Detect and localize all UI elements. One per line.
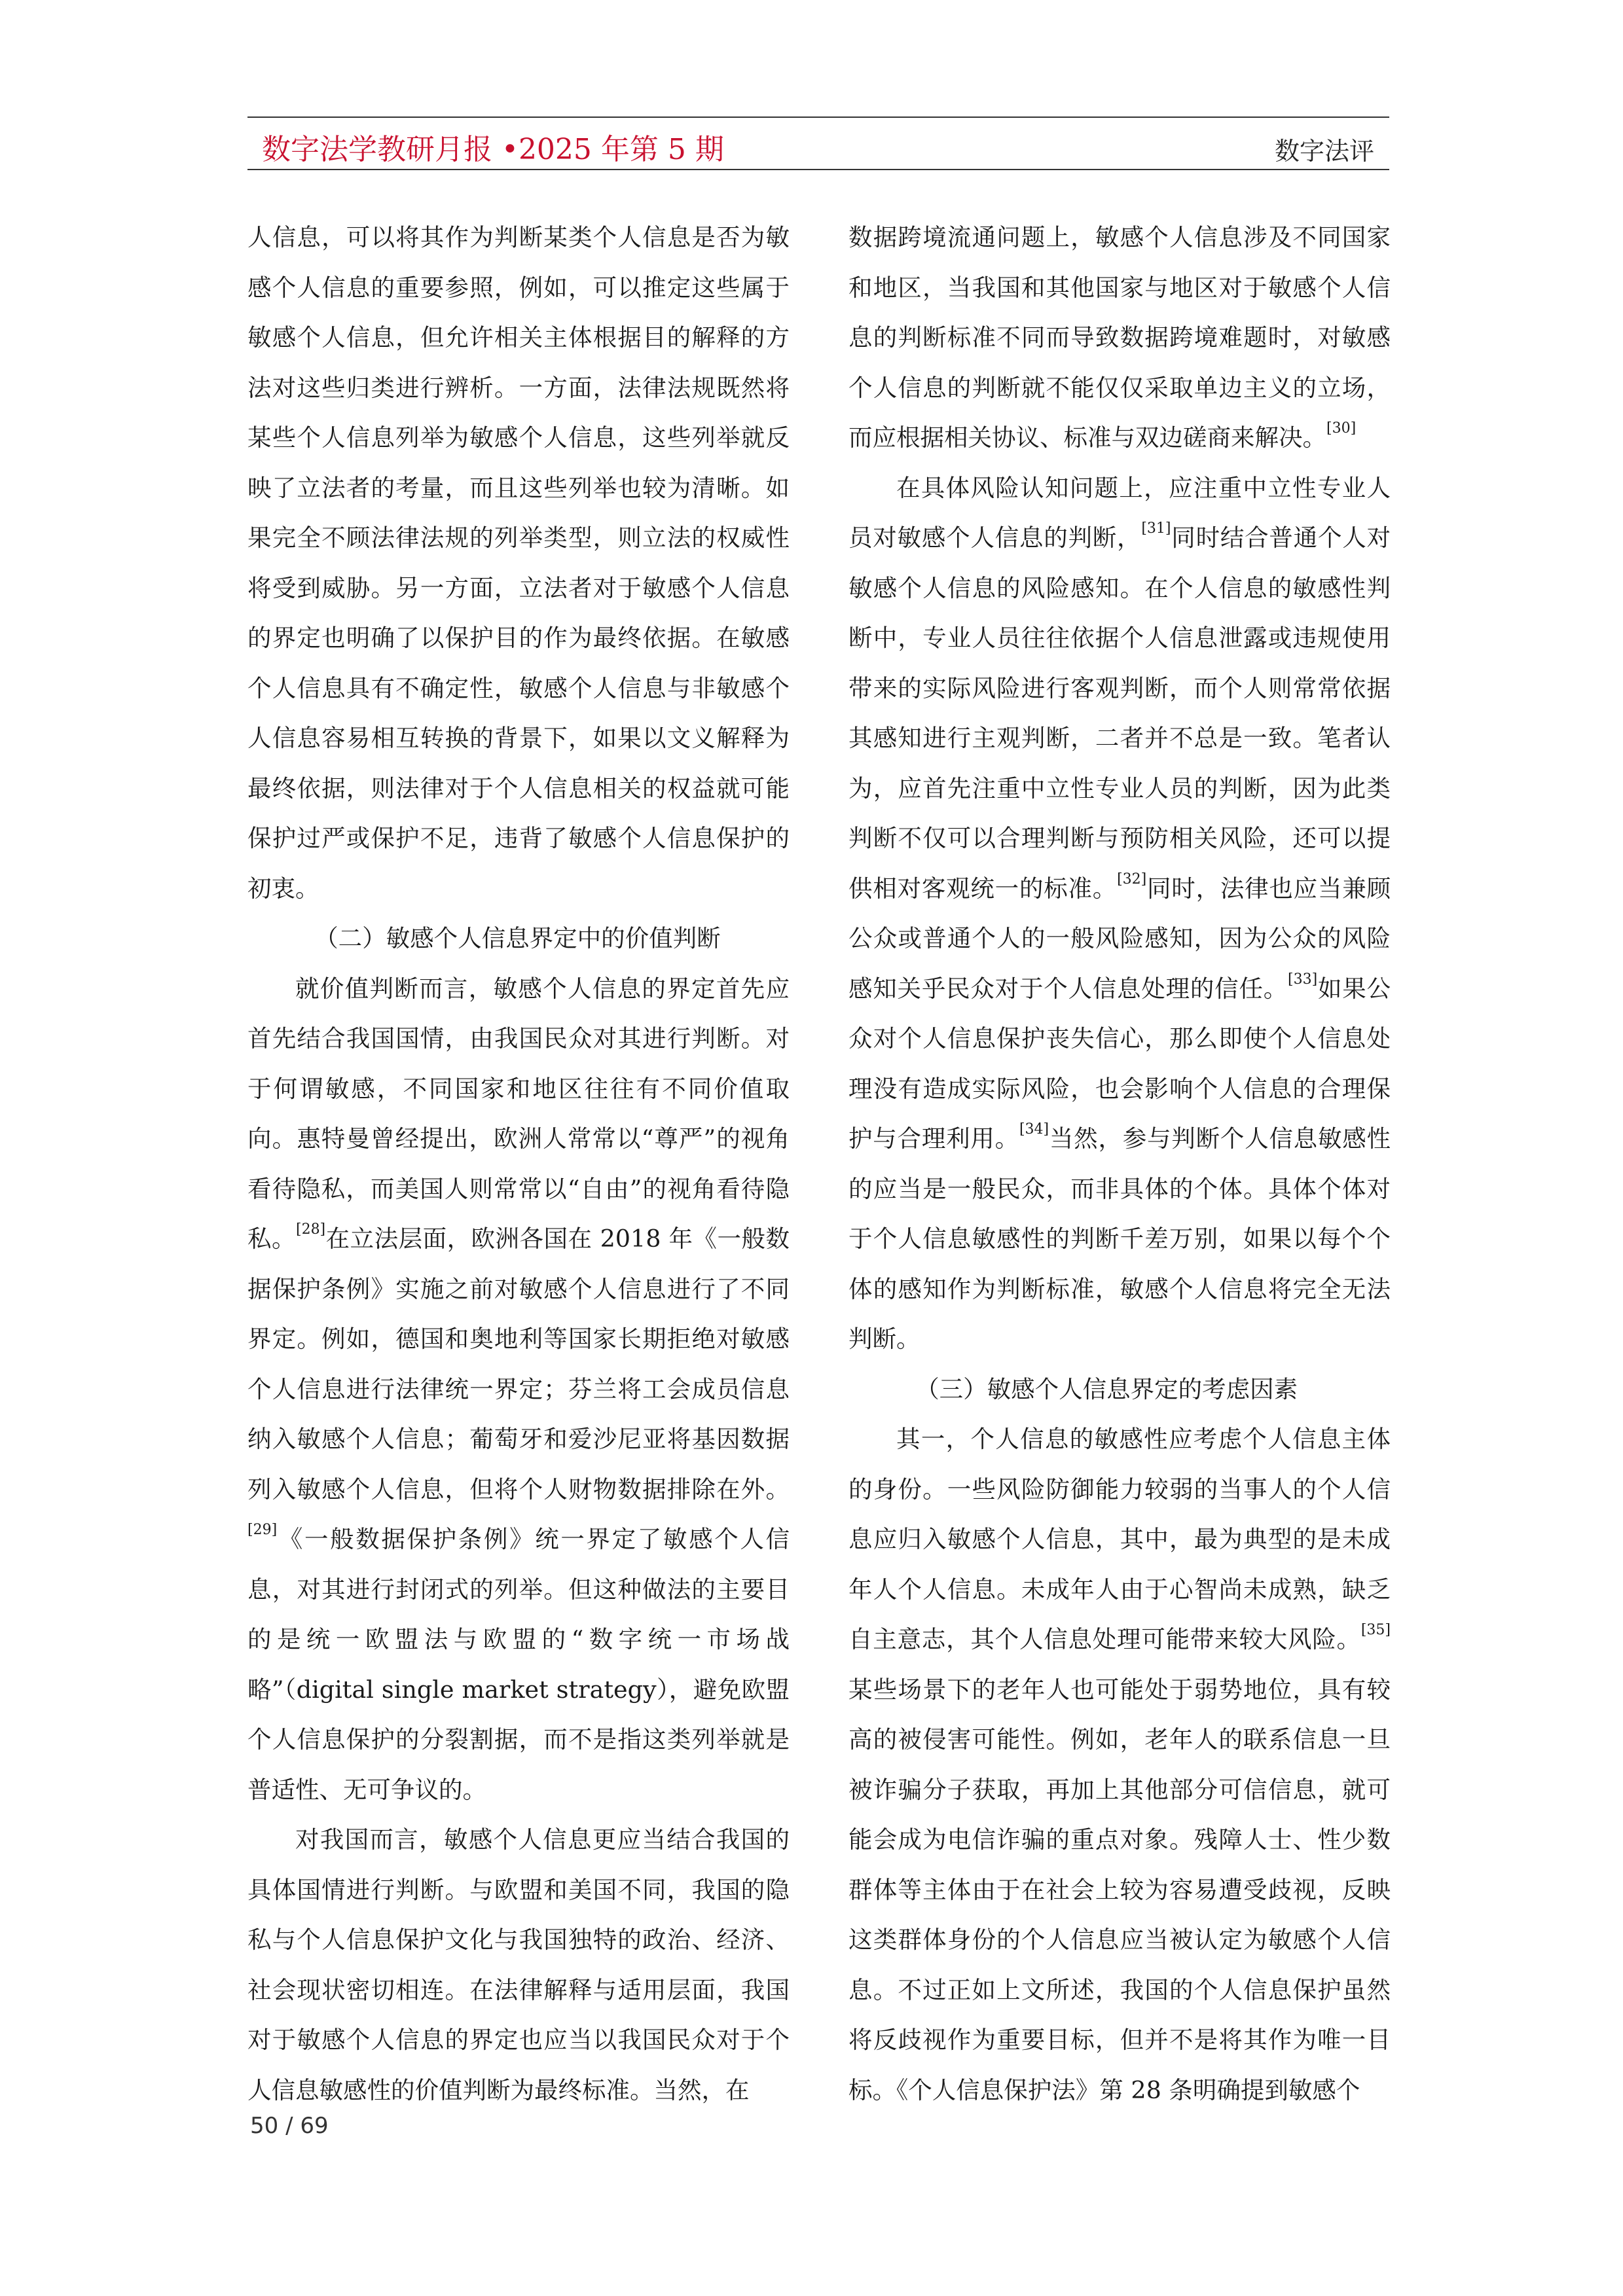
section-heading: （二）敏感个人信息界定中的价值判断: [314, 924, 721, 952]
page-number: 50 / 69: [250, 2113, 329, 2139]
header-bottom-rule: [247, 169, 1389, 170]
journal-title: 数字法学教研月报 •2025 年第 5 期: [262, 133, 724, 166]
paragraph: 在具体风险认知问题上，应注重中立性专业人员对敏感个人信息的判断，[31]同时结合普通个人对敏感个人信息的风险感知。在个人信息的敏感性判断中，专业人员往往依据个人信息泄露或违规使用带来的实际风险进行客观判断，而个人则常常依据其感知进行主观判断，二者并不总是一致。笔者认为，应首先注重中立性专业人员的判断，因为此类判断不仅可以合理判断与预防相关风险，还可以提供相对客观统一的标准。[32]同时，法律也应当兼顾公众或普通个人的一般风险感知，因为公众的风险感知关乎民众对于个人信息处理的信任。[33]如果公众对个人信息保护丧失信心，那么即使个人信息处理没有造成实际风险，也会影响个人信息的合理保护与合理利用。[34]当然，参与判断个人信息敏感性的应当是一般民众，而非具体的个体。具体个体对于个人信息敏感性的判断千差万别，如果以每个个体的感知作为判断标准，敏感个人信息将完全无法判断。: [848, 473, 1391, 1353]
footnote-ref[interactable]: [32]: [1117, 870, 1147, 888]
paragraph: 对我国而言，敏感个人信息更应当结合我国的具体国情进行判断。与欧盟和美国不同，我国的隐私与个人信息保护文化与我国独特的政治、经济、社会现状密切相连。在法律解释与适用层面，我国对于敏感个人信息的界定也应当以我国民众对于个人信息敏感性的价值判断为最终标准。当然，在: [247, 1825, 790, 2104]
footnote-ref[interactable]: [31]: [1141, 520, 1171, 537]
paragraph: 其一，个人信息的敏感性应考虑个人信息主体的身份。一些风险防御能力较弱的当事人的个人信息应归入敏感个人信息，其中，最为典型的是未成年人个人信息。未成年人由于心智尚未成熟，缺乏自主意志，其个人信息处理可能带来较大风险。[35]某些场景下的老年人也可能处于弱势地位，具有较高的被侵害可能性。例如，老年人的联系信息一旦被诈骗分子获取，再加上其他部分可信信息，就可能会成为电信诈骗的重点对象。残障人士、性少数群体等主体由于在社会上较为容易遭受歧视，反映这类群体身份的个人信息应当被认定为敏感个人信息。不过正如上文所述，我国的个人信息保护虽然将反歧视作为重要目标，但并不是将其作为唯一目标。《个人信息保护法》第 28 条明确提到敏感个: [848, 1425, 1391, 2104]
right-column: [848, 213, 1391, 2115]
paragraph: 人信息，可以将其作为判断某类个人信息是否为敏感个人信息的重要参照，例如，可以推定这些属于敏感个人信息，但允许相关主体根据目的解释的方法对这些归类进行辨析。一方面，法律法规既然将某些个人信息列举为敏感个人信息，这些列举就反映了立法者的考量，而且这些列举也较为清晰。如果完全不顾法律法规的列举类型，则立法的权威性将受到威胁。另一方面，立法者对于敏感个人信息的界定也明确了以保护目的作为最终依据。在敏感个人信息具有不确定性，敏感个人信息与非敏感个人信息容易相互转换的背景下，如果以文义解释为最终依据，则法律对于个人信息相关的权益就可能保护过严或保护不足，违背了敏感个人信息保护的初衷。: [247, 223, 790, 903]
footnote-ref[interactable]: [28]: [295, 1221, 326, 1238]
header-top-rule: [247, 117, 1389, 118]
section-heading: （三）敏感个人信息界定的考虑因素: [915, 1374, 1298, 1403]
paragraph: 数据跨境流通问题上，敏感个人信息涉及不同国家和地区，当我国和其他国家与地区对于敏感个人信息的判断标准不同而导致数据跨境难题时，对敏感个人信息的判断就不能仅仅采取单边主义的立场，而应根据相关协议、标准与双边磋商来解决。[30]: [848, 223, 1391, 452]
footnote-ref[interactable]: [34]: [1019, 1121, 1049, 1138]
footnote-ref[interactable]: [33]: [1288, 971, 1318, 988]
footnote-ref[interactable]: [35]: [1360, 1622, 1391, 1639]
section-title: 数字法评: [1274, 137, 1374, 166]
paragraph: 就价值判断而言，敏感个人信息的界定首先应首先结合我国国情，由我国民众对其进行判断。对于何谓敏感，不同国家和地区往往有不同价值取向。惠特曼曾经提出，欧洲人常常以“尊严”的视角看待隐私，而美国人则常常以“自由”的视角看待隐私。[28]在立法层面，欧洲各国在 2018 年《一般数据保护条例》实施之前对敏感个人信息进行了不同界定。例如，德国和奥地利等国家长期拒绝对敏感个人信息进行法律统一界定；芬兰将工会成员信息纳入敏感个人信息；葡萄牙和爱沙尼亚将基因数据列入敏感个人信息，但将个人财物数据排除在外。[29]《一般数据保护条例》统一界定了敏感个人信息，对其进行封闭式的列举。但这种做法的主要目的是统一欧盟法与欧盟的“数字统一市场战略”（digital single market strategy），避免欧盟个人信息保护的分裂割据，而不是指这类列举就是普适性、无可争议的。: [247, 974, 790, 1804]
left-column: [247, 213, 790, 2115]
footnote-ref[interactable]: [29]: [247, 1522, 278, 1539]
footnote-ref[interactable]: [30]: [1326, 420, 1357, 437]
